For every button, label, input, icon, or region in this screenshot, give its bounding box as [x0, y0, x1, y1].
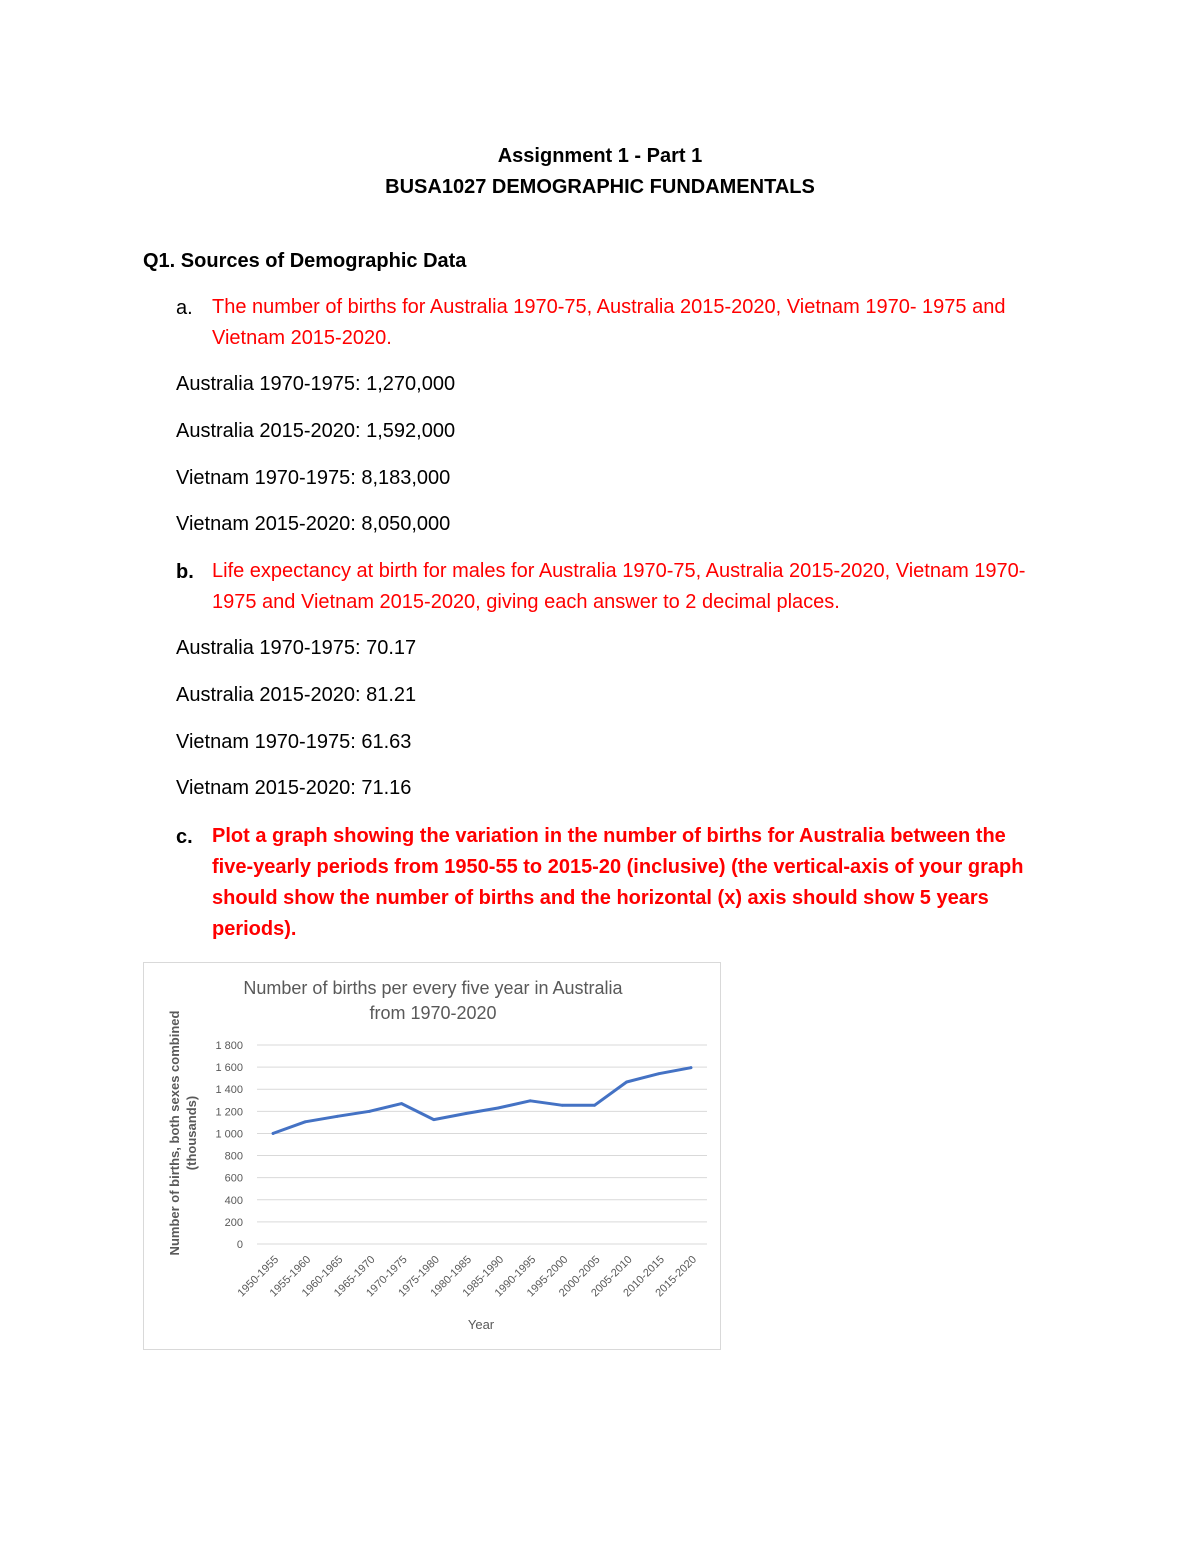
chart-title-line-2: from 1970-2020 [369, 1003, 497, 1023]
answer-b-3: Vietnam 1970-1975: 61.63 [176, 731, 412, 753]
y-tick-label: 1 000 [215, 1128, 243, 1141]
data-point [561, 1104, 564, 1107]
data-point [529, 1099, 532, 1102]
x-tick-label: 2000-2005 [556, 1253, 603, 1300]
x-tick-label: 1980-1985 [428, 1253, 475, 1300]
x-tick-label: 1960-1965 [299, 1253, 346, 1300]
chart-series [272, 1066, 693, 1135]
births-chart [143, 962, 721, 1350]
data-point [432, 1118, 435, 1121]
data-point [625, 1081, 628, 1084]
question-b-text: Life expectancy at birth for males for Australia 1970-75, Australia 2015-2020, Vietnam 1970-1975 and Vietnam 2015-2020, giving each answer to 2 decimal places. [212, 560, 1026, 613]
question-b-label: b. [176, 561, 194, 583]
y-tick-label: 200 [224, 1216, 243, 1229]
y-tick-label: 1 400 [215, 1084, 243, 1097]
section-heading: Q1. Sources of Demographic Data [143, 250, 467, 272]
answer-b-1: Australia 1970-1975: 70.17 [176, 637, 417, 659]
x-axis-label: Year [467, 1317, 495, 1332]
y-tick-label: 0 [236, 1239, 243, 1251]
x-tick-label: 2015-2020 [653, 1253, 700, 1300]
x-tick-label: 2005-2010 [589, 1253, 635, 1300]
document-title: Assignment 1 - Part 1 [497, 145, 703, 167]
chart-title-line-1: Number of births per every five year in Australia [243, 978, 623, 998]
x-tick-label: 1990-1995 [492, 1253, 539, 1300]
x-tick-label: 1965-1970 [331, 1253, 378, 1300]
y-axis-label [167, 1011, 199, 1256]
y-axis-label-line-1: Number of births, both sexes combined [167, 1010, 182, 1256]
y-tick-label: 800 [224, 1150, 243, 1163]
course-title: BUSA1027 DEMOGRAPHIC FUNDAMENTALS [385, 176, 815, 198]
data-point [497, 1107, 500, 1110]
births-series-line [273, 1068, 691, 1134]
y-axis-label-line-2: (thousands) [184, 1095, 199, 1171]
data-point [304, 1120, 307, 1123]
chart-gridlines [257, 1045, 707, 1244]
y-tick-label: 1 200 [215, 1106, 243, 1119]
data-point [400, 1102, 403, 1105]
y-axis-ticks [215, 1040, 243, 1251]
x-tick-label: 1950-1955 [235, 1253, 282, 1300]
answer-b-2: Australia 2015-2020: 81.21 [176, 684, 417, 706]
question-c-label: c. [176, 826, 193, 848]
x-tick-label: 1955-1960 [267, 1253, 314, 1300]
question-c-text: Plot a graph showing the variation in the number of births for Australia between the five-yearly periods from 1950-55 to 2015-20 (inclusive) (the vertical-axis of your graph should show the number of births and the horizontal (x) axis should show 5 years periods). [212, 825, 1024, 940]
data-point [272, 1132, 275, 1135]
y-tick-label: 400 [224, 1194, 243, 1207]
x-axis-ticks [236, 1254, 700, 1300]
data-point [336, 1115, 339, 1118]
data-point [657, 1072, 660, 1075]
answer-a-3: Vietnam 1970-1975: 8,183,000 [176, 467, 451, 489]
births-line-chart-svg [144, 963, 720, 1349]
x-tick-label: 1970-1975 [364, 1253, 410, 1300]
x-tick-label: 1995-2000 [524, 1253, 571, 1300]
data-point [465, 1112, 468, 1115]
answer-a-4: Vietnam 2015-2020: 8,050,000 [176, 513, 451, 535]
y-tick-label: 1 800 [215, 1040, 243, 1052]
question-a-text: The number of births for Australia 1970-75, Australia 2015-2020, Vietnam 1970- 1975 and Vietnam 2015-2020. [212, 296, 1006, 349]
y-tick-label: 600 [224, 1172, 243, 1185]
question-a-label: a. [176, 297, 193, 319]
answer-a-1: Australia 1970-1975: 1,270,000 [176, 373, 456, 395]
y-tick-label: 1 600 [215, 1062, 243, 1075]
data-point [690, 1066, 693, 1069]
answer-b-4: Vietnam 2015-2020: 71.16 [176, 777, 412, 799]
x-tick-label: 1975-1980 [396, 1253, 442, 1300]
x-tick-label: 2010-2015 [621, 1253, 667, 1300]
data-point [368, 1110, 371, 1113]
answer-a-2: Australia 2015-2020: 1,592,000 [176, 420, 456, 442]
data-point [593, 1104, 596, 1107]
x-tick-label: 1985-1990 [460, 1253, 507, 1300]
